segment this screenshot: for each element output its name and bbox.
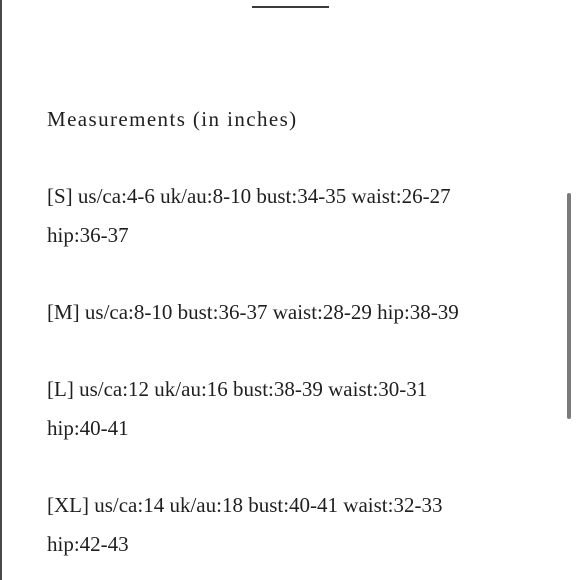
size-m-measurements: [M] us/ca:8-10 bust:36-37 waist:28-29 hip:38-39 bbox=[47, 300, 459, 324]
size-xl-measurements: [XL] us/ca:14 uk/au:18 bust:40-41 waist:32-33 hip:42-43 bbox=[47, 493, 443, 556]
size-s-measurements: [S] us/ca:4-6 uk/au:8-10 bust:34-35 waist:26-27 hip:36-37 bbox=[47, 184, 451, 247]
scrollbar-track[interactable] bbox=[570, 0, 576, 580]
scrollbar-thumb[interactable] bbox=[567, 193, 571, 419]
size-l-measurements: [L] us/ca:12 uk/au:16 bust:38-39 waist:30-31 hip:40-41 bbox=[47, 377, 428, 440]
left-border bbox=[0, 0, 2, 580]
measurements-heading: Measurements (in inches) bbox=[47, 107, 298, 131]
section-divider bbox=[252, 6, 329, 8]
